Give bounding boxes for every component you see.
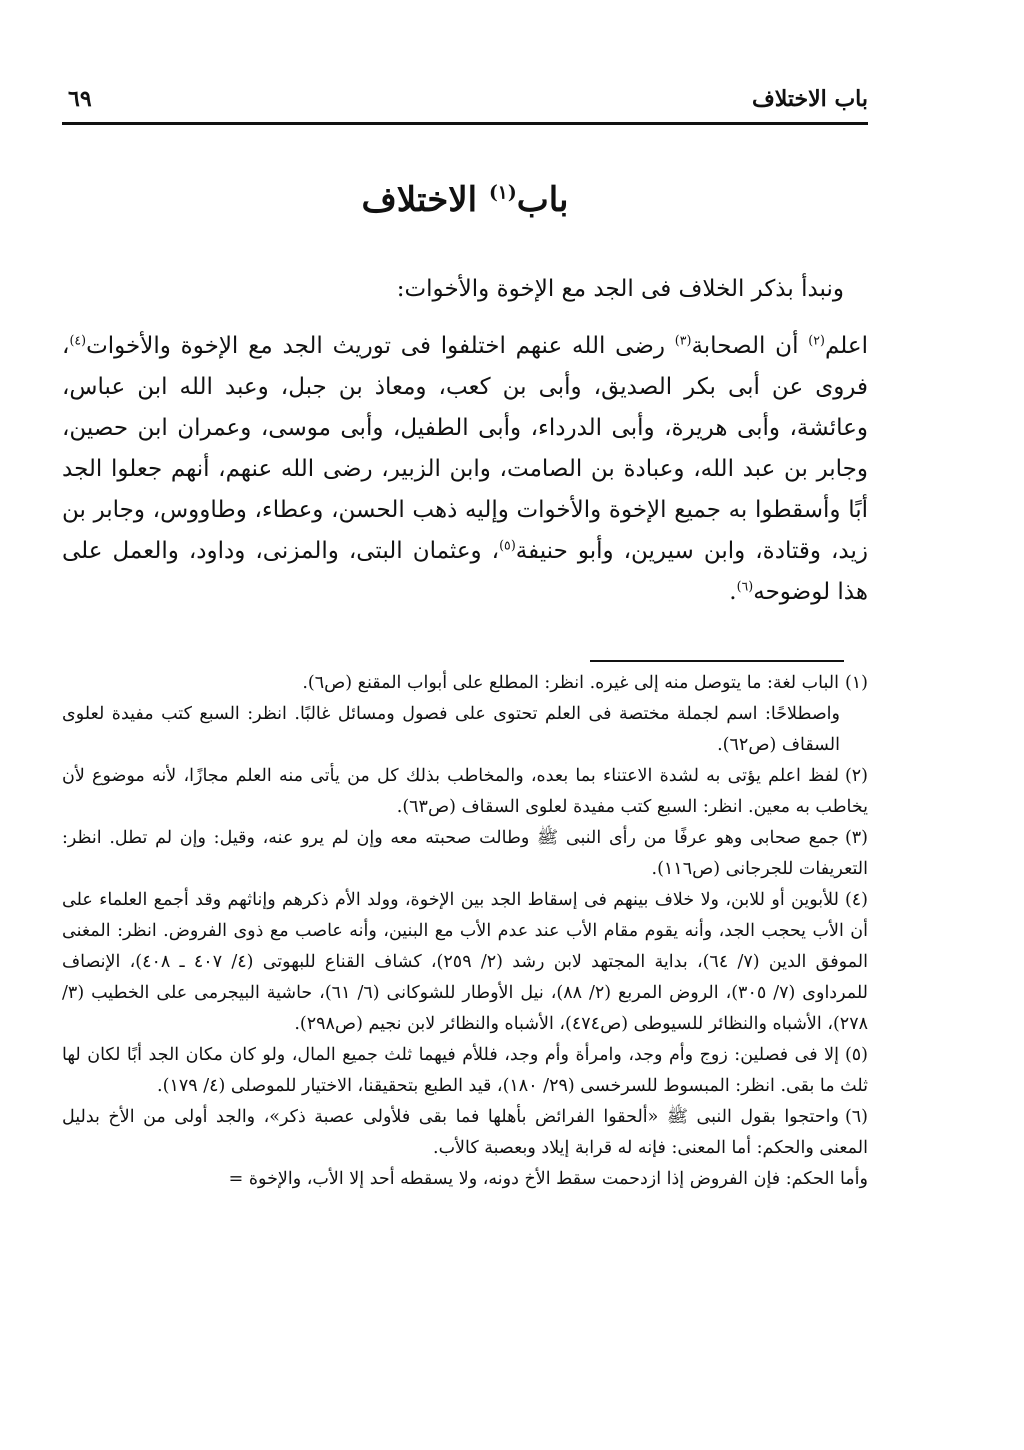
footnote-6 <box>62 1102 868 1164</box>
footnote-ref-5: (٥) <box>499 537 516 553</box>
running-header <box>62 82 868 125</box>
footnote-text: إلا فى فصلين: زوج وأم وجد، وامرأة وأم وجد، فللأم فيهما ثلث جميع المال، ولو كان مكان الجد أبًا لكان لها ثلث ما بقى. انظر: المبسوط للسرخسى (٢٩/ ١٨٠)، قيد الطبع بتحقيقنا، الاختيار للموصلى (٤/ ١٧٩). <box>62 1045 868 1096</box>
footnote-number: (٣) <box>844 828 868 848</box>
body-text-segment: رضى الله عنهم اختلفوا فى توريث الجد مع الإخوة والأخوات <box>86 333 675 359</box>
footnote-text: لفظ اعلم يؤتى به لشدة الاعتناء بما بعده، والمخاطب بذلك كل من يأتى منه العلم مجازًا، لأنه موضوع لأن يخاطب به معين. انظر: السبع كتب مفيدة لعلوى السقاف (ص٦٣). <box>62 766 868 817</box>
footnote-ref-4: (٤) <box>69 332 87 348</box>
footnote-4 <box>62 885 868 1040</box>
page-number: ٦٩ <box>68 86 92 112</box>
main-paragraph <box>62 326 868 613</box>
chapter-title-word: باب <box>516 180 569 220</box>
footnote-number: (١) <box>844 673 868 693</box>
body-text-segment: ، وعثمان البتى، والمزنى، وداود، والعمل على هذا لوضوحه <box>62 538 868 605</box>
footnote-text: الباب لغة: ما يتوصل منه إلى غيره. انظر: المطلع على أبواب المقنع (ص٦). <box>302 673 839 693</box>
footnote-3 <box>62 823 868 885</box>
footnote-ref-2: (٢) <box>808 332 825 348</box>
body-text-segment: أن الصحابة <box>691 333 809 359</box>
footnote-6-continuation: وأما الحكم: فإن الفروض إذا ازدحمت سقط الأخ دونه، ولا يسقطه أحد إلا الأب، والإخوة = <box>228 1169 868 1189</box>
intro-line: ونبدأ بذكر الخلاف فى الجد مع الإخوة والأخوات: <box>396 276 844 302</box>
footnote-1 <box>62 668 868 699</box>
body-text-segment: اعلم <box>824 333 868 359</box>
footnote-ref-3: (٣) <box>674 332 692 348</box>
footnote-number: (٤) <box>844 890 868 910</box>
body-text-segment: . <box>729 579 737 605</box>
footnote-number: (٥) <box>844 1045 868 1065</box>
running-header-title: باب الاختلاف <box>751 86 868 112</box>
footnotes-section <box>62 668 868 1195</box>
footnote-text: جمع صحابى وهو عرفًا من رأى النبى ﷺ وطالت صحبته معه وإن لم يرو عنه، وقيل: وإن لم تطل. انظر: التعريفات للجرجانى (ص١١٦). <box>62 828 868 879</box>
footnote-number: (٢) <box>844 766 868 786</box>
footnote-text: للأبوين أو للابن، ولا خلاف بينهم فى إسقاط الجد بين الإخوة، وولد الأم ذكرهم وإناثهم وقد أجمع العلماء على أن الأب يحجب الجد، وأنه يقوم مقام الأب عند عدم الأب مع البنين، وأنه عاصب مع ذوى الفروض. انظر: المغنى الموفق الدين (٧/ ٦٤)، بداية المجتهد لابن رشد (٢/ ٢٥٩)، كشاف القناع للبهوتى (٤/ ٤٠٧ ـ ٤٠٨)، الإنصاف للمرداوى (٧/ ٣٠٥)، الروض المربع (٢/ ٨٨)، نيل الأوطار للشوكانى (٦/ ٦١)، حاشية البيجرمى على الخطيب (٣/ ٢٧٨)، الأشباه والنظائر للسيوطى (ص٤٧٤)، الأشباه والنظائر لابن نجيم (ص٢٩٨). <box>62 890 868 1034</box>
footnote-ref-6: (٦) <box>736 578 754 594</box>
footnote-ref-1: (١) <box>488 181 517 204</box>
footnote-1-continuation: واصطلاحًا: اسم لجملة مختصة فى العلم تحتوى على فصول ومسائل غالبًا. انظر: السبع كتب مفيدة لعلوى السقاف (ص٦٢). <box>62 704 840 755</box>
footnote-number: (٦) <box>844 1107 868 1127</box>
footnote-text: واحتجوا بقول النبى ﷺ «ألحقوا الفرائض بأهلها فما بقى فلأولى عصبة ذكر»، والجد أولى من الأخ بدليل المعنى والحكم: أما المعنى: فإنه له قرابة إيلاد وبعصبة كالأب. <box>62 1107 868 1158</box>
footnote-2 <box>62 761 868 823</box>
chapter-title-subject: الاختلاف <box>361 180 478 220</box>
footnote-separator <box>590 660 844 662</box>
chapter-title <box>62 180 868 220</box>
footnote-5 <box>62 1040 868 1102</box>
body-text-segment: ، فروى عن أبى بكر الصديق، وأبى بن كعب، ومعاذ بن جبل، وعبد الله ابن عباس، وعائشة، وأبى هريرة، وأبى الدرداء، وأبى الطفيل، وأبى موسى، وعمران ابن حصين، وجابر بن عبد الله، وعبادة بن الصامت، وابن الزبير، رضى الله عنهم، أنهم جعلوا الجد أبًا وأسقطوا به جميع الإخوة والأخوات وإليه ذهب الحسن، وعطاء، وطاووس، وجابر بن زيد، وقتادة، وابن سيرين، وأبو حنيفة <box>62 333 868 564</box>
